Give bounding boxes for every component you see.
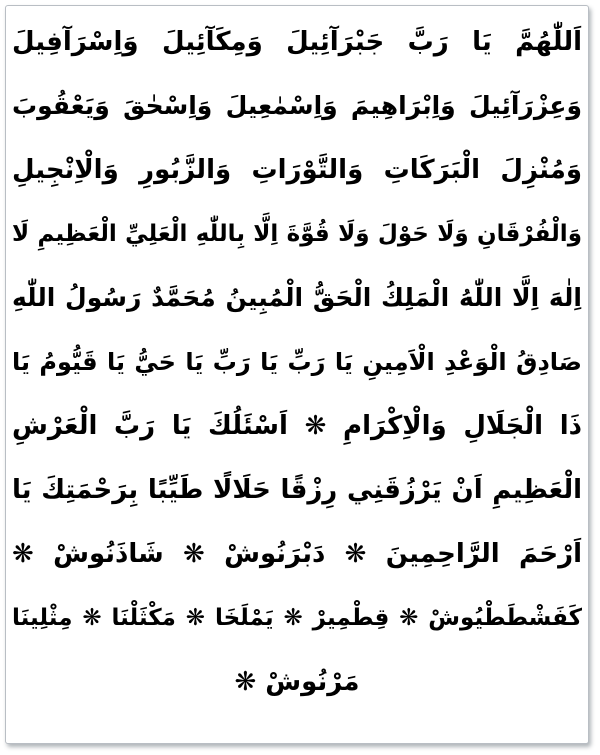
document-frame [5,5,589,744]
text-line-11: مَرْنُوشْ ❋ [234,667,360,697]
text-line-1: اَللّٰهُمَّ يَا رَبَّ جَبْرَآئِيلَ وَمِكَآئِيلَ وَاِسْرَآفِيلَ [12,27,582,57]
prayer-text [12,12,582,733]
text-line-7: ذَا الْجَلَالِ وَالْاِكْرَامِ ❋ اَسْئَلُكَ يَا رَبَّ الْعَرْشِ [12,411,582,441]
text-line-3: وَمُنْزِلَ الْبَرَكَاتِ وَالتَّوْرَاتِ وَالزَّبُورِ وَالْاِنْجِيلِ [12,155,582,185]
text-line-6: صَادِقُ الْوَعْدِ الْاَمِينِ يَا رَبِّ يَا رَبِّ يَا حَيُّ يَا قَيُّومُ يَا [12,348,582,376]
text-line-5: اِلٰهَ اِلَّا اللّٰهُ الْمَلِكُ الْحَقُّ الْمُبِينُ مُحَمَّدٌ رَسُولُ اللّٰهِ [12,283,582,312]
text-line-8: الْعَظِيمِ اَنْ يَرْزُقَنِي رِزْقًا حَلَالًا طَيِّبًا بِرَحْمَتِكَ يَا [12,475,582,505]
text-line-10: كَفَشْطَطْيُوشْ ❋ قِطْمِيرْ ❋ يَمْلَخَا ❋ مَكْثَلْنَا ❋ مِثْلِينَا [12,605,582,631]
text-line-9: اَرْحَمَ الرَّاحِمِينَ ❋ دَبْرَنُوشْ ❋ شَاذَنُوشْ ❋ [12,539,582,569]
text-line-4: وَالْفُرْقَانِ وَلَا حَوْلَ وَلَا قُوَّةَ اِلَّا بِاللّٰهِ الْعَلِيِّ الْعَظِيمِ لَا [12,221,582,247]
text-line-2: وَعِزْرَآئِيلَ وَاِبْرَاهِيمَ وَاِسْمٰعِيلَ وَاِسْحٰقَ وَيَعْقُوبَ [12,91,582,120]
